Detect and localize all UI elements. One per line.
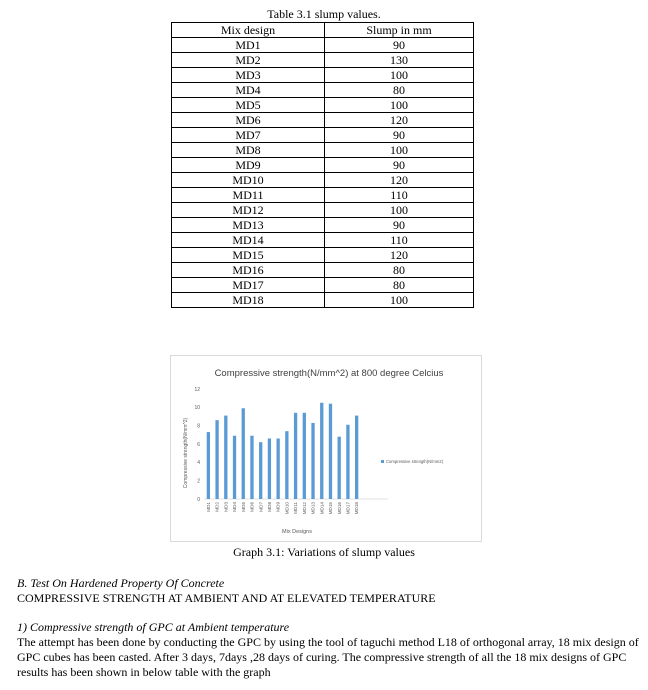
- mix-design-cell: MD2: [172, 53, 325, 68]
- mix-design-cell: MD10: [172, 173, 325, 188]
- bar: [242, 408, 245, 499]
- table-row: [172, 143, 474, 158]
- mix-design-cell: MD12: [172, 203, 325, 218]
- bar: [303, 413, 306, 499]
- x-tick-label: MD5: [240, 502, 246, 512]
- mix-design-cell: MD17: [172, 278, 325, 293]
- bar: [320, 403, 323, 499]
- table-row: [172, 158, 474, 173]
- table-caption: Table 3.1 slump values.: [267, 7, 381, 21]
- mix-design-cell: MD6: [172, 113, 325, 128]
- slump-cell: 100: [325, 98, 474, 113]
- y-tick-labels: [194, 387, 200, 503]
- bar: [259, 442, 262, 499]
- slump-cell: 120: [325, 248, 474, 263]
- x-tick-label: MD17: [345, 502, 351, 515]
- bars: [207, 403, 359, 499]
- slump-cell: 130: [325, 53, 474, 68]
- bar: [276, 439, 279, 500]
- mix-design-cell: MD11: [172, 188, 325, 203]
- slump-cell: 100: [325, 203, 474, 218]
- x-tick-label: MD16: [336, 502, 342, 515]
- legend-label: Compressive strength(N/mm2): [386, 459, 444, 464]
- x-tick-label: MD4: [232, 502, 238, 512]
- bar: [233, 436, 236, 499]
- table-row: [172, 203, 474, 218]
- table-row: [172, 113, 474, 128]
- mix-design-cell: MD7: [172, 128, 325, 143]
- slump-cell: 120: [325, 113, 474, 128]
- table-row: [172, 53, 474, 68]
- compressive-strength-chart: [170, 355, 482, 542]
- table-row: [172, 233, 474, 248]
- bar: [311, 423, 314, 499]
- y-tick-label: 2: [197, 478, 200, 485]
- table-row: [172, 173, 474, 188]
- slump-cell: 90: [325, 218, 474, 233]
- x-tick-label: MD10: [284, 502, 290, 515]
- slump-cell: 90: [325, 128, 474, 143]
- slump-cell: 100: [325, 143, 474, 158]
- table-row: [172, 38, 474, 53]
- y-tick-label: 8: [197, 423, 200, 430]
- bar: [224, 416, 227, 499]
- sub-heading: 1) Compressive strength of GPC at Ambient temperature: [17, 620, 290, 634]
- slump-cell: 80: [325, 83, 474, 98]
- x-tick-label: MD6: [249, 502, 255, 512]
- bar: [285, 431, 288, 499]
- y-tick-label: 10: [194, 405, 200, 412]
- mix-design-cell: MD5: [172, 98, 325, 113]
- bar: [355, 416, 358, 499]
- mix-design-cell: MD16: [172, 263, 325, 278]
- slump-table: [171, 22, 474, 308]
- mix-design-cell: MD3: [172, 68, 325, 83]
- table-row: [172, 128, 474, 143]
- x-tick-label: MD8: [267, 502, 273, 512]
- body-paragraph: The attempt has been done by conducting the GPC by using the tool of taguchi method L18 of orthogonal array, 18 mix design of GPC cubes has been casted. After 3 days, 7days ,28 days of curing. The compressive strength of all the 18 mix designs of GPC results has been shown in below table with the graph: [17, 635, 639, 679]
- bar: [346, 425, 349, 499]
- bar: [268, 439, 271, 500]
- slump-cell: 110: [325, 188, 474, 203]
- y-tick-label: 6: [197, 441, 200, 448]
- x-tick-label: MD7: [258, 502, 264, 512]
- bar: [329, 404, 332, 499]
- x-tick-labels: [206, 502, 359, 515]
- table-row: [172, 218, 474, 233]
- y-axis-label: Compressive strength(N/mm^2): [183, 417, 189, 489]
- y-tick-label: 12: [194, 386, 200, 393]
- column-header-mix-design: Mix design: [172, 23, 325, 38]
- x-tick-label: MD9: [275, 502, 281, 512]
- mix-design-cell: MD13: [172, 218, 325, 233]
- slump-cell: 110: [325, 233, 474, 248]
- section-heading: B. Test On Hardened Property Of Concrete: [17, 576, 225, 590]
- bar: [338, 437, 341, 499]
- slump-table-body: [172, 38, 474, 308]
- x-tick-label: MD14: [319, 502, 325, 515]
- x-tick-label: MD12: [301, 502, 307, 515]
- slump-cell: 100: [325, 293, 474, 308]
- table-row: [172, 188, 474, 203]
- x-tick-label: MD3: [223, 502, 229, 512]
- bar: [215, 420, 218, 499]
- table-header-row: [172, 23, 474, 38]
- mix-design-cell: MD14: [172, 233, 325, 248]
- x-tick-label: MD18: [354, 502, 360, 515]
- chart-canvas: [171, 356, 483, 543]
- slump-cell: 90: [325, 158, 474, 173]
- column-header-slump: Slump in mm: [325, 23, 474, 38]
- chart-title: Compressive strength(N/mm^2) at 800 degree Celcius: [214, 368, 444, 379]
- y-tick-label: 4: [197, 460, 200, 467]
- slump-cell: 80: [325, 263, 474, 278]
- mix-design-cell: MD15: [172, 248, 325, 263]
- bar: [250, 436, 253, 499]
- table-row: [172, 263, 474, 278]
- mix-design-cell: MD4: [172, 83, 325, 98]
- slump-cell: 120: [325, 173, 474, 188]
- mix-design-cell: MD9: [172, 158, 325, 173]
- slump-cell: 80: [325, 278, 474, 293]
- bar: [207, 432, 210, 499]
- graph-caption: Graph 3.1: Variations of slump values: [233, 545, 415, 559]
- x-tick-label: MD2: [214, 502, 220, 512]
- x-tick-label: MD15: [328, 502, 334, 515]
- mix-design-cell: MD8: [172, 143, 325, 158]
- slump-cell: 90: [325, 38, 474, 53]
- y-tick-label: 0: [197, 496, 200, 503]
- mix-design-cell: MD18: [172, 293, 325, 308]
- x-axis-label: Mix Designs: [282, 529, 312, 535]
- table-row: [172, 98, 474, 113]
- x-tick-label: MD1: [205, 502, 211, 512]
- table-row: [172, 278, 474, 293]
- table-row: [172, 68, 474, 83]
- section-subheading: COMPRESSIVE STRENGTH AT AMBIENT AND AT ELEVATED TEMPERATURE: [17, 591, 436, 605]
- bar: [294, 413, 297, 499]
- slump-cell: 100: [325, 68, 474, 83]
- legend-swatch: [381, 460, 384, 463]
- x-tick-label: MD11: [293, 502, 299, 514]
- mix-design-cell: MD1: [172, 38, 325, 53]
- x-tick-label: MD13: [310, 502, 316, 515]
- table-row: [172, 293, 474, 308]
- table-row: [172, 83, 474, 98]
- table-row: [172, 248, 474, 263]
